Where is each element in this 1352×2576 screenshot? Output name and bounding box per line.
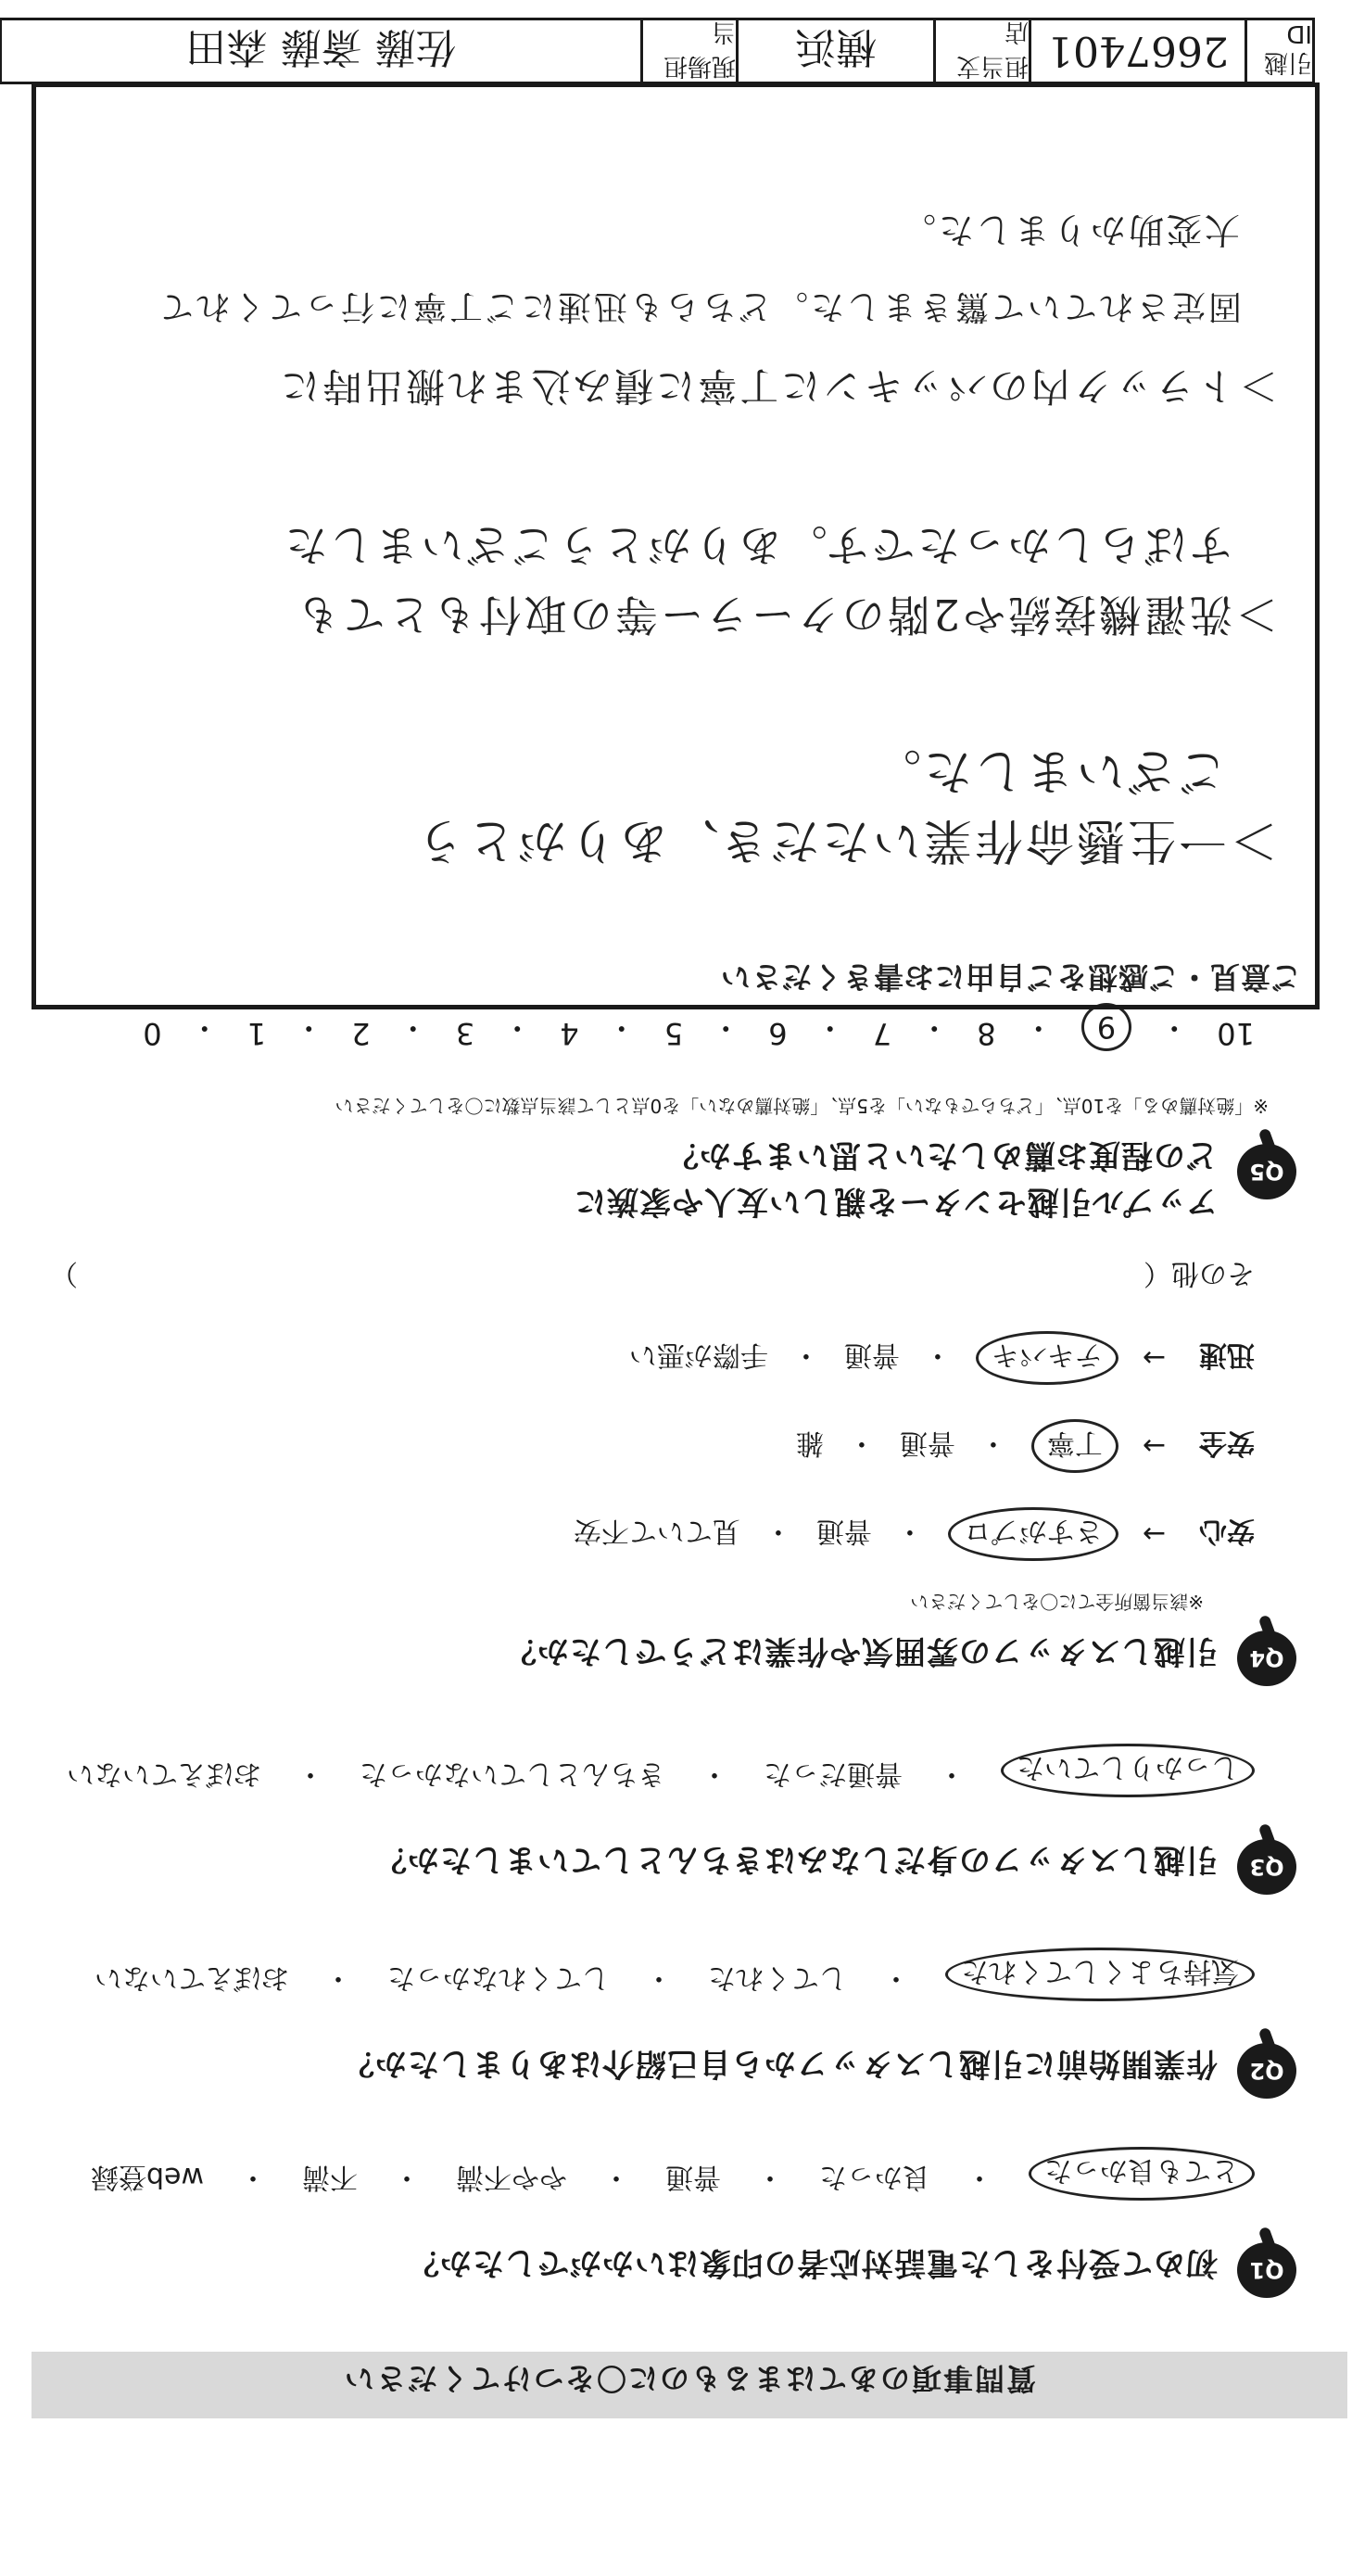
instruction-band bbox=[32, 2352, 1347, 2418]
q5-text-line1: アップル引越センターを親しい友人や家族に bbox=[574, 1183, 1218, 1220]
q1-option[interactable]: 不満 bbox=[302, 2161, 358, 2193]
q1-option[interactable]: 普通 bbox=[665, 2161, 721, 2193]
q4-option[interactable]: 普通 bbox=[899, 1427, 955, 1459]
q4-text: 引越しスタッフの雰囲気や作業はどうでしたか？ bbox=[504, 1632, 1218, 1669]
q4-option-selected[interactable]: さすがプロ bbox=[948, 1507, 1118, 1561]
comment-line: ＞洗濯機接続や2階のクーラー等の取付もとても bbox=[294, 590, 1278, 640]
score-dot: ・ bbox=[919, 1010, 950, 1046]
score-2[interactable]: 2 bbox=[351, 1016, 371, 1051]
score-dot: ・ bbox=[294, 1010, 324, 1046]
q3-option[interactable]: きちんとしていなかった bbox=[360, 1758, 665, 1790]
q1-text: 初めて受付をした電話対応者の印象はいかがでしたか？ bbox=[407, 2244, 1218, 2281]
comment-heading: ご意見・ご感想をご自由にお書きください bbox=[719, 959, 1301, 995]
q1-option[interactable]: やや不満 bbox=[456, 2161, 567, 2193]
q4-option[interactable]: 手際が悪い bbox=[628, 1339, 768, 1371]
staff-value: 佐藤 斎藤 森田 bbox=[185, 23, 457, 70]
q4-row-anshin: 安心 → さすがプロ ・ 普通 ・ 見ていて不安 bbox=[574, 1507, 1255, 1561]
q4-option-selected[interactable]: 丁寧 bbox=[1031, 1419, 1118, 1473]
q1-option-selected[interactable]: とても良かった bbox=[1029, 2147, 1255, 2201]
q2-option[interactable]: してくれた bbox=[708, 1961, 847, 1994]
score-8[interactable]: 8 bbox=[977, 1016, 996, 1051]
staff-label: 現場担当 bbox=[640, 20, 736, 82]
q3-option[interactable]: おぼえていない bbox=[67, 1758, 261, 1790]
score-9-selected[interactable]: 9 bbox=[1081, 1003, 1131, 1051]
instruction-text: 質問事項のあてはまるものに〇をつけてください bbox=[343, 2361, 1037, 2396]
score-1[interactable]: 1 bbox=[246, 1016, 267, 1051]
score-10[interactable]: 10 bbox=[1217, 1016, 1255, 1051]
q3-options: しっかりしていた ・ 普通だった ・ きちんとしていなかった ・ おぼえていない bbox=[67, 1744, 1255, 1797]
id-value: 2667401 bbox=[1029, 20, 1245, 82]
q4-row-label: 迅速 bbox=[1199, 1339, 1255, 1371]
score-dot: ・ bbox=[189, 1010, 220, 1046]
score-dot: ・ bbox=[815, 1010, 845, 1046]
score-dot: ・ bbox=[502, 1010, 533, 1046]
q5-text-line2: どの程度お薦めしたいと思いますか？ bbox=[666, 1136, 1218, 1174]
score-3[interactable]: 3 bbox=[455, 1016, 475, 1051]
branch-label: 担当支店 bbox=[933, 20, 1029, 82]
q2-options: 気持ちよくしてくれた ・ してくれた ・ してくれなかった ・ おぼえていない bbox=[95, 1948, 1255, 2001]
score-dot: ・ bbox=[711, 1010, 741, 1046]
comment-line: ＞トラック内のパッキンに丁寧に積み込まれ搬出時に bbox=[278, 363, 1278, 409]
q1-badge: Q1 bbox=[1237, 2242, 1296, 2298]
q5-note: ※「絶対薦める」を10点、「どちらでもない」を5点、「絶対薦めない」を0点として該当点数に〇をしてください bbox=[335, 1095, 1269, 1117]
q4-option[interactable]: 普通 bbox=[815, 1515, 872, 1547]
q4-option[interactable]: 普通 bbox=[843, 1339, 900, 1371]
score-dot: ・ bbox=[1023, 1010, 1054, 1046]
q4-option[interactable]: 雑 bbox=[795, 1427, 824, 1459]
id-label: 引越ID bbox=[1245, 20, 1312, 82]
score-dot: ・ bbox=[606, 1010, 637, 1046]
q1-option[interactable]: 良かった bbox=[819, 2161, 930, 2193]
score-5[interactable]: 5 bbox=[663, 1016, 684, 1051]
comment-line: ございました。 bbox=[869, 742, 1278, 798]
arrow-icon: → bbox=[1142, 1341, 1166, 1375]
form-header-table bbox=[0, 18, 1315, 84]
score-7[interactable]: 7 bbox=[872, 1016, 892, 1051]
q2-option[interactable]: してくれなかった bbox=[387, 1961, 610, 1994]
score-4[interactable]: 4 bbox=[560, 1016, 579, 1051]
q4-option-selected[interactable]: テキパキ bbox=[976, 1331, 1118, 1385]
q3-option[interactable]: 普通だった bbox=[764, 1758, 903, 1790]
q4-note: ※該当箇所全てに〇をしてください bbox=[910, 1591, 1204, 1613]
q5-badge: Q5 bbox=[1237, 1144, 1296, 1199]
q2-option-selected[interactable]: 気持ちよくしてくれた bbox=[945, 1948, 1255, 2001]
comment-line: すばらしかったです。ありがとうございました bbox=[282, 520, 1278, 570]
branch-value: 横浜 bbox=[736, 20, 933, 82]
q4-row-anzen: 安全 → 丁寧 ・ 普通 ・ 雑 bbox=[796, 1419, 1255, 1473]
q4-row-label: 安心 bbox=[1199, 1515, 1255, 1547]
score-6[interactable]: 6 bbox=[768, 1016, 788, 1051]
q3-badge: Q3 bbox=[1237, 1839, 1296, 1895]
arrow-icon: → bbox=[1142, 1517, 1166, 1551]
q4-other-close: ） bbox=[50, 1257, 78, 1289]
score-0[interactable]: 0 bbox=[143, 1016, 162, 1051]
comment-line: ＞一生懸命作業いただき、ありがとう bbox=[413, 812, 1278, 868]
q2-option[interactable]: おぼえていない bbox=[95, 1961, 289, 1994]
comment-line: 固定されていて驚きました。どちらも迅速にご丁寧に行ってくれて bbox=[157, 287, 1278, 325]
score-dot: ・ bbox=[398, 1010, 428, 1046]
q5-score-scale bbox=[143, 1003, 1255, 1051]
score-dot: ・ bbox=[1159, 1010, 1190, 1046]
comment-line: 大変助かりました。 bbox=[897, 209, 1278, 250]
q1-option[interactable]: web登録 bbox=[90, 2161, 204, 2193]
q4-row-jinsoku: 迅速 → テキパキ ・ 普通 ・ 手際が悪い bbox=[629, 1331, 1255, 1385]
q4-other-label[interactable]: その他（ bbox=[1144, 1257, 1255, 1289]
q4-row-label: 安全 bbox=[1199, 1427, 1255, 1459]
q2-badge: Q2 bbox=[1237, 2043, 1296, 2099]
q3-text: 引越しスタッフの身だしなみはきちんとしていましたか？ bbox=[374, 1841, 1218, 1878]
q4-other bbox=[50, 1256, 1255, 1297]
arrow-icon: → bbox=[1142, 1429, 1166, 1463]
q3-option-selected[interactable]: しっかりしていた bbox=[1001, 1744, 1255, 1797]
q4-badge: Q4 bbox=[1237, 1631, 1296, 1686]
q4-option[interactable]: 見ていて不安 bbox=[573, 1515, 740, 1547]
q1-options: とても良かった ・ 良かった ・ 普通 ・ やや不満 ・ 不満 ・ web登録 bbox=[91, 2147, 1255, 2201]
q2-text: 作業開始前に引越しスタッフから自己紹介はありましたか？ bbox=[342, 2045, 1218, 2082]
